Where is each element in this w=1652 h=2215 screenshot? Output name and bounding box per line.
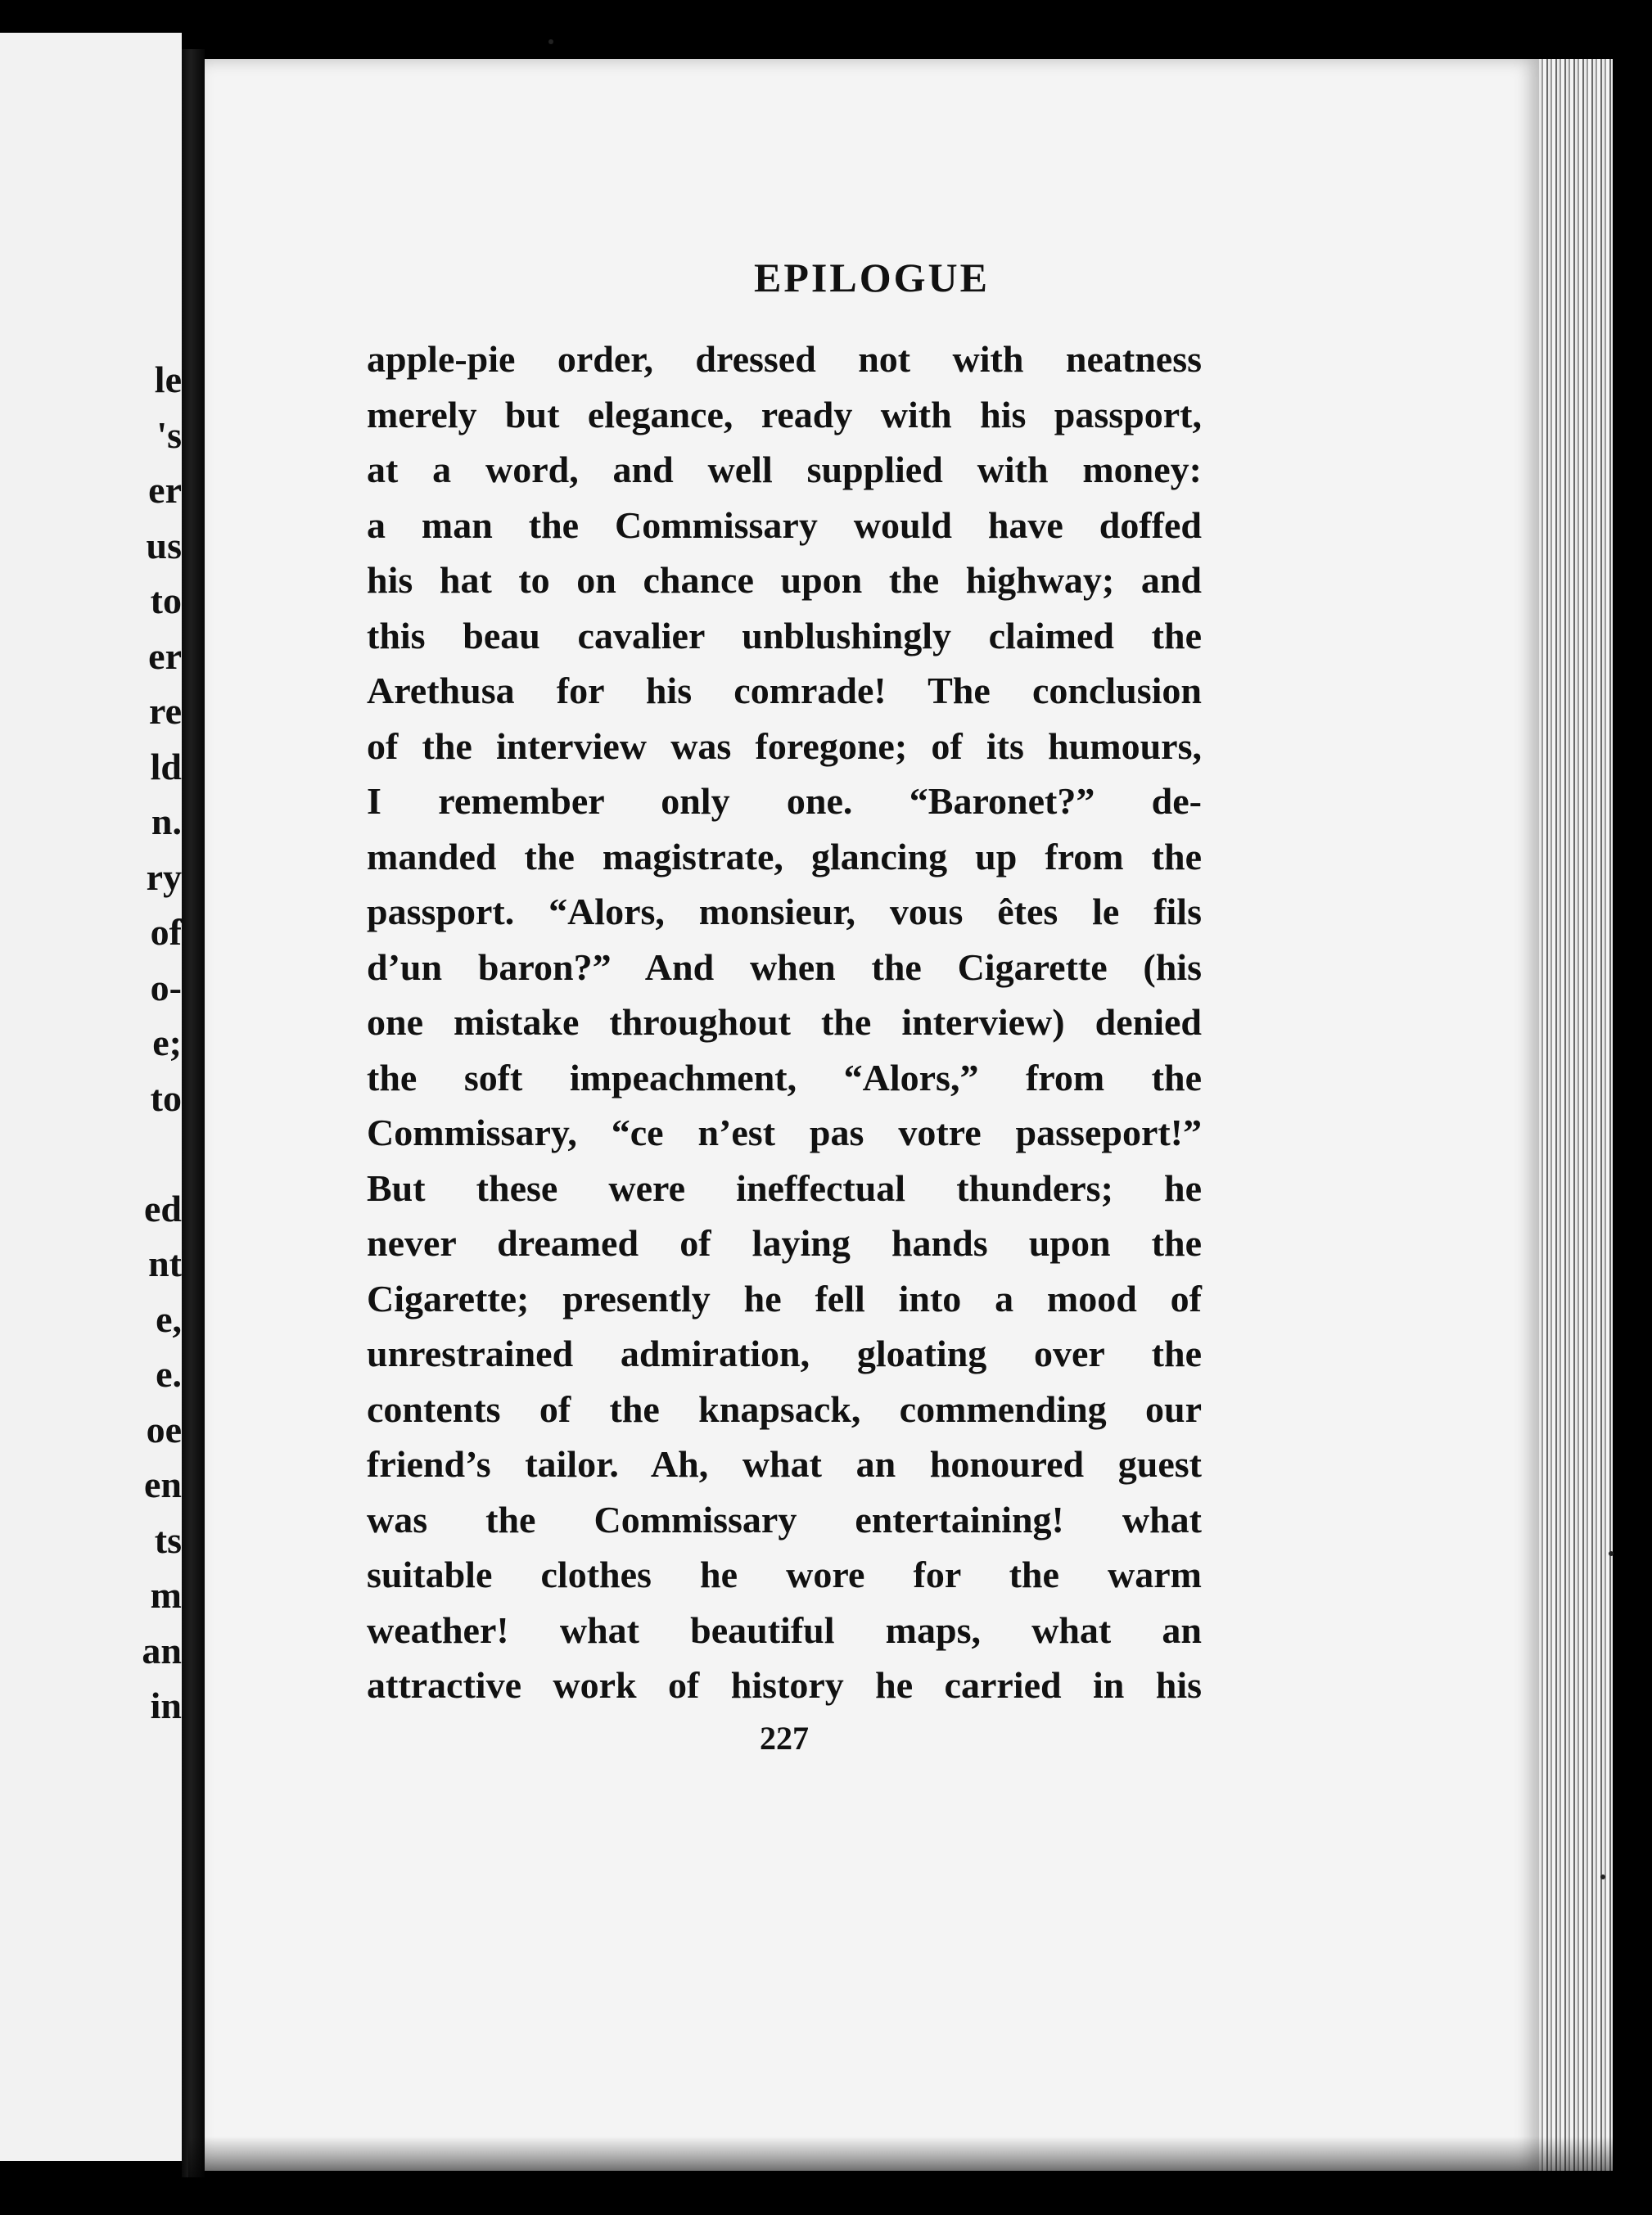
text-line: one mistake throughout the interview) denied bbox=[367, 1001, 1202, 1043]
left-fragment: to bbox=[150, 580, 182, 621]
text-line: at a word, and well supplied with money: bbox=[367, 449, 1202, 490]
text-line: Arethusa for his comrade! The conclusion bbox=[367, 670, 1202, 711]
book-gutter bbox=[182, 49, 205, 2177]
text-line: of the interview was foregone; of its humours, bbox=[367, 724, 1202, 767]
speck bbox=[548, 39, 553, 44]
text-line: was the Commissary entertaining! what bbox=[367, 1498, 1202, 1541]
text-line: friend’s tailor. Ah, what an honoured guest bbox=[367, 1443, 1202, 1485]
page-number: 227 bbox=[760, 1720, 809, 1757]
left-fragment: le bbox=[154, 359, 182, 400]
body-text bbox=[367, 332, 1202, 1713]
left-fragment: ts bbox=[154, 1518, 182, 1561]
text-line: suitable clothes he wore for the warm bbox=[367, 1554, 1202, 1595]
text-line: passport. “Alors, monsieur, vous êtes le fils bbox=[367, 891, 1202, 932]
left-fragment: 's bbox=[156, 413, 182, 456]
left-fragment: e; bbox=[152, 1022, 182, 1063]
page-edges bbox=[1539, 59, 1613, 2171]
text-line: Cigarette; presently he fell into a mood of bbox=[367, 1277, 1202, 1320]
text-line: I remember only one. “Baronet?” de- bbox=[367, 780, 1202, 822]
text-line: this beau cavalier unblushingly claimed the bbox=[367, 614, 1202, 656]
left-fragment: us bbox=[146, 524, 182, 566]
left-fragment: e, bbox=[156, 1297, 182, 1340]
speck bbox=[1600, 1874, 1605, 1879]
text-line: weather! what beautiful maps, what an bbox=[367, 1608, 1202, 1651]
left-fragment: ed bbox=[144, 1187, 182, 1229]
left-fragment: ry bbox=[146, 855, 182, 898]
text-line: his hat to on chance upon the highway; and bbox=[367, 559, 1202, 601]
text-line: unrestrained admiration, gloating over the bbox=[367, 1333, 1202, 1374]
left-fragment: er bbox=[148, 469, 182, 511]
text-line: But these were ineffectual thunders; he bbox=[367, 1166, 1202, 1209]
left-fragment: m bbox=[150, 1574, 182, 1616]
left-fragment: re bbox=[148, 690, 182, 732]
speck bbox=[1609, 1551, 1614, 1556]
left-fragment: n. bbox=[151, 801, 182, 842]
running-head: EPILOGUE bbox=[754, 255, 990, 300]
left-fragment: nt bbox=[148, 1243, 182, 1284]
text-line: merely but elegance, ready with his passport, bbox=[367, 393, 1202, 435]
left-fragment: e. bbox=[156, 1353, 182, 1395]
left-fragment: in bbox=[150, 1685, 182, 1726]
text-line: manded the magistrate, glancing up from the bbox=[367, 835, 1202, 877]
bottom-shadow bbox=[188, 2136, 1629, 2194]
left-fragment: oe bbox=[146, 1408, 182, 1450]
left-fragment: o- bbox=[150, 966, 182, 1008]
left-page-text-fragments bbox=[0, 352, 182, 1734]
text-line: a man the Commissary would have doffed bbox=[367, 503, 1202, 546]
text-line: apple-pie order, dressed not with neatness bbox=[367, 338, 1202, 380]
left-fragment: en bbox=[144, 1464, 182, 1505]
left-fragment: er bbox=[148, 634, 182, 677]
left-fragment: ld bbox=[150, 745, 182, 787]
left-facing-page bbox=[0, 33, 182, 2161]
left-fragment: of bbox=[150, 911, 182, 953]
left-fragment bbox=[0, 1126, 182, 1181]
text-line: Commissary, “ce n’est pas votre passeport!” bbox=[367, 1112, 1202, 1153]
text-line: the soft impeachment, “Alors,” from the bbox=[367, 1056, 1202, 1098]
text-line: never dreamed of laying hands upon the bbox=[367, 1222, 1202, 1264]
left-fragment: to bbox=[150, 1076, 182, 1119]
text-line: contents of the knapsack, commending our bbox=[367, 1387, 1202, 1430]
text-line: attractive work of history he carried in his bbox=[367, 1664, 1202, 1706]
left-fragment: an bbox=[142, 1629, 182, 1671]
text-line: d’un baron?” And when the Cigarette (his bbox=[367, 945, 1202, 988]
